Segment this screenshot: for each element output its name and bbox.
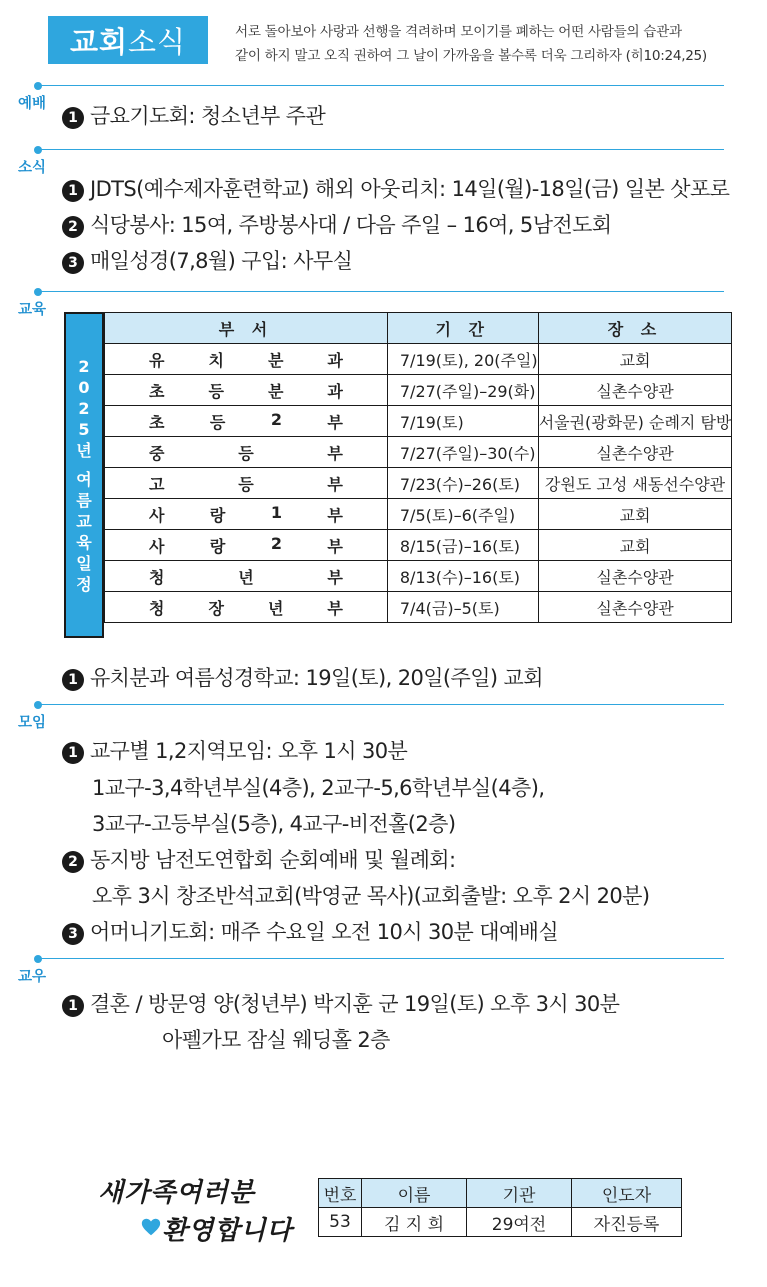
- cell-place: 실촌수양관: [538, 437, 732, 468]
- table-row: [105, 592, 732, 623]
- cell-place: 실촌수양관: [538, 375, 732, 406]
- side-title-char: 정: [76, 574, 92, 594]
- cell-name: 김 지 희: [362, 1208, 467, 1237]
- cell-organization: 29여전: [467, 1208, 572, 1237]
- cell-place: 교회: [538, 530, 732, 561]
- item-continuation: 3교구-고등부실(5층), 4교구-비전홀(2층): [92, 812, 456, 836]
- cell-place: 교회: [538, 344, 732, 375]
- section-label: 모임: [18, 715, 47, 731]
- cell-place: 교회: [538, 499, 732, 530]
- table-row: [105, 530, 732, 561]
- section-dot: [34, 288, 42, 296]
- header-dept: 부 서: [105, 313, 388, 344]
- cell-period: 7/27(주일)–29(화): [387, 375, 538, 406]
- side-title-char: 5: [78, 419, 90, 439]
- page-header: [0, 0, 767, 78]
- list-item: [62, 844, 455, 874]
- item-text: 매일성경(7,8월) 구입: 사무실: [90, 249, 353, 273]
- cell-dept: [105, 437, 388, 468]
- cell-place: 실촌수양관: [538, 592, 732, 623]
- number-badge: 1: [62, 742, 84, 764]
- list-item: [62, 916, 558, 946]
- item-continuation: 아펠가모 잠실 웨딩홀 2층: [162, 1028, 390, 1052]
- cell-dept: [105, 499, 388, 530]
- summer-schedule-table: [64, 312, 732, 638]
- number-badge: 3: [62, 252, 84, 274]
- dept-char: 분: [267, 350, 284, 370]
- number-badge: 1: [62, 180, 84, 202]
- welcome-line-1: 새가족여러분: [98, 1178, 255, 1208]
- dept-char: 랑: [209, 536, 226, 556]
- section-dot: [34, 82, 42, 90]
- page-title: [48, 16, 208, 64]
- table-row: [319, 1208, 682, 1237]
- section-label: 교육: [18, 302, 47, 318]
- item-text: 금요기도회: 청소년부 주관: [90, 104, 326, 128]
- cell-period: 7/27(주일)–30(수): [387, 437, 538, 468]
- dept-char: 부: [327, 474, 343, 494]
- item-continuation: 오후 3시 창조반석교회(박영균 목사)(교회출발: 오후 2시 20분): [92, 884, 650, 908]
- header-organization: 기관: [467, 1179, 572, 1208]
- cell-place: 서울권(광화문) 순례지 탐방: [538, 406, 732, 437]
- table-row: [105, 468, 732, 499]
- dept-char: 초: [149, 412, 165, 432]
- list-item: [62, 662, 543, 692]
- list-item: [62, 173, 729, 203]
- cell-dept: [105, 406, 388, 437]
- dept-char: 고: [149, 474, 165, 494]
- cell-place: 강원도 고성 새동선수양관: [538, 468, 732, 499]
- schedule-side-title: [64, 312, 104, 638]
- table-header-row: [105, 313, 732, 344]
- dept-char: 장: [208, 598, 224, 618]
- side-title-char: 교: [76, 511, 92, 531]
- newcomers-table: [318, 1178, 682, 1237]
- dept-char: 초: [149, 381, 165, 401]
- cell-guide: 자진등록: [572, 1208, 682, 1237]
- cell-period: 8/15(금)–16(토): [387, 530, 538, 561]
- dept-char: 청: [149, 598, 165, 618]
- table-row: [105, 561, 732, 592]
- section-divider: [38, 958, 724, 959]
- dept-label: [105, 503, 387, 526]
- title-thin: 소식: [128, 24, 187, 59]
- dept-char: 부: [327, 412, 343, 432]
- section-divider: [38, 291, 724, 292]
- side-title-char: 0: [78, 377, 90, 397]
- dept-label: [105, 565, 387, 588]
- item-continuation: 1교구-3,4학년부실(4층), 2교구-5,6학년부실(4층),: [92, 776, 545, 800]
- item-text: 결혼 / 방문영 양(청년부) 박지훈 군 19일(토) 오후 3시 30분: [90, 992, 620, 1016]
- dept-char: 부: [327, 598, 343, 618]
- section-label: 소식: [18, 160, 47, 176]
- section-label: 예배: [18, 96, 47, 112]
- dept-char: 1: [270, 502, 282, 522]
- header-guide: 인도자: [572, 1179, 682, 1208]
- welcome-calligraphy: [92, 1172, 312, 1252]
- cell-period: 7/4(금)–5(토): [387, 592, 538, 623]
- list-item: [62, 988, 619, 1018]
- side-title-char: 년: [76, 440, 92, 460]
- dept-char: 년: [238, 567, 254, 587]
- table-row: [105, 406, 732, 437]
- number-badge: 1: [62, 107, 84, 129]
- side-title-char: 2: [78, 356, 90, 376]
- section-label: 교우: [18, 969, 47, 985]
- dept-char: 부: [327, 443, 343, 463]
- dept-char: 부: [327, 567, 343, 587]
- dept-char: 분: [267, 381, 284, 401]
- item-text: 동지방 남전도연합회 순회예배 및 월례회:: [90, 848, 456, 872]
- side-title-char: 일: [76, 553, 92, 573]
- header-period: 기 간: [387, 313, 538, 344]
- table-header-row: [319, 1179, 682, 1208]
- dept-char: 부: [327, 505, 343, 525]
- header-number: 번호: [319, 1179, 362, 1208]
- table-row: [105, 344, 732, 375]
- dept-char: 등: [209, 412, 226, 432]
- dept-char: 청: [149, 567, 165, 587]
- dept-label: [105, 596, 387, 619]
- cell-dept: [105, 561, 388, 592]
- schedule-table: [104, 312, 732, 623]
- dept-char: 등: [238, 474, 254, 494]
- dept-label: [105, 534, 387, 557]
- side-title-char: 여: [76, 469, 92, 489]
- cell-dept: [105, 375, 388, 406]
- dept-char: 과: [327, 350, 343, 370]
- dept-char: 치: [208, 350, 224, 370]
- number-badge: 1: [62, 995, 84, 1017]
- dept-char: 과: [327, 381, 343, 401]
- list-item: [62, 735, 407, 765]
- heart-icon: [140, 1216, 162, 1238]
- cell-period: 7/19(토), 20(주일): [387, 344, 538, 375]
- section-divider: [38, 85, 724, 86]
- cell-period: 8/13(수)–16(토): [387, 561, 538, 592]
- side-title-char: 육: [76, 532, 92, 552]
- dept-label: [105, 379, 387, 402]
- header-place: 장 소: [538, 313, 732, 344]
- dept-char: 중: [149, 443, 165, 463]
- item-text: 교구별 1,2지역모임: 오후 1시 30분: [90, 739, 408, 763]
- number-badge: 2: [62, 216, 84, 238]
- verse-line-2: 같이 하지 말고 오직 권하여 그 날이 가까움을 볼수록 더욱 그리하자 (히10:24,25): [235, 48, 707, 64]
- cell-period: 7/19(토): [387, 406, 538, 437]
- dept-char: 2: [270, 409, 282, 429]
- list-item: [62, 245, 352, 275]
- section-divider: [38, 149, 724, 150]
- dept-char: 랑: [209, 505, 226, 525]
- dept-char: 2: [270, 533, 282, 553]
- dept-label: [105, 472, 387, 495]
- cell-dept: [105, 468, 388, 499]
- item-text: JDTS(예수제자훈련학교) 해외 아웃리치: 14일(월)-18일(금) 일본 삿포로: [90, 177, 730, 201]
- dept-label: [105, 410, 387, 433]
- dept-char: 사: [149, 505, 165, 525]
- bible-verse: [235, 20, 755, 68]
- dept-char: 등: [238, 443, 254, 463]
- section-divider: [38, 704, 724, 705]
- section-dot: [34, 146, 42, 154]
- item-text: 어머니기도회: 매주 수요일 오전 10시 30분 대예배실: [90, 920, 559, 944]
- side-title-char: 2: [78, 398, 90, 418]
- section-dot: [34, 701, 42, 709]
- table-row: [105, 437, 732, 468]
- cell-period: 7/5(토)–6(주일): [387, 499, 538, 530]
- list-item: [62, 100, 325, 130]
- number-badge: 1: [62, 669, 84, 691]
- cell-dept: [105, 344, 388, 375]
- cell-dept: [105, 592, 388, 623]
- item-text: 식당봉사: 15여, 주방봉사대 / 다음 주일 – 16여, 5남전도회: [90, 213, 612, 237]
- cell-place: 실촌수양관: [538, 561, 732, 592]
- dept-label: [105, 441, 387, 464]
- cell-period: 7/23(수)–26(토): [387, 468, 538, 499]
- number-badge: 2: [62, 851, 84, 873]
- dept-char: 사: [149, 536, 165, 556]
- side-title-char: 름: [76, 490, 92, 510]
- table-row: [105, 375, 732, 406]
- item-text: 유치분과 여름성경학교: 19일(토), 20일(주일) 교회: [90, 666, 543, 690]
- table-row: [105, 499, 732, 530]
- title-bold: 교회: [69, 24, 128, 59]
- dept-label: [105, 348, 387, 371]
- verse-line-1: 서로 돌아보아 사랑과 선행을 격려하며 모이기를 폐하는 어떤 사람들의 습관과: [235, 24, 682, 40]
- number-badge: 3: [62, 923, 84, 945]
- dept-char: 유: [149, 350, 165, 370]
- section-dot: [34, 955, 42, 963]
- dept-char: 년: [267, 598, 284, 618]
- cell-dept: [105, 530, 388, 561]
- dept-char: 등: [208, 381, 224, 401]
- header-name: 이름: [362, 1179, 467, 1208]
- dept-char: 부: [327, 536, 343, 556]
- cell-number: 53: [319, 1208, 362, 1237]
- welcome-line-2: 환영합니다: [162, 1216, 293, 1246]
- list-item: [62, 209, 611, 239]
